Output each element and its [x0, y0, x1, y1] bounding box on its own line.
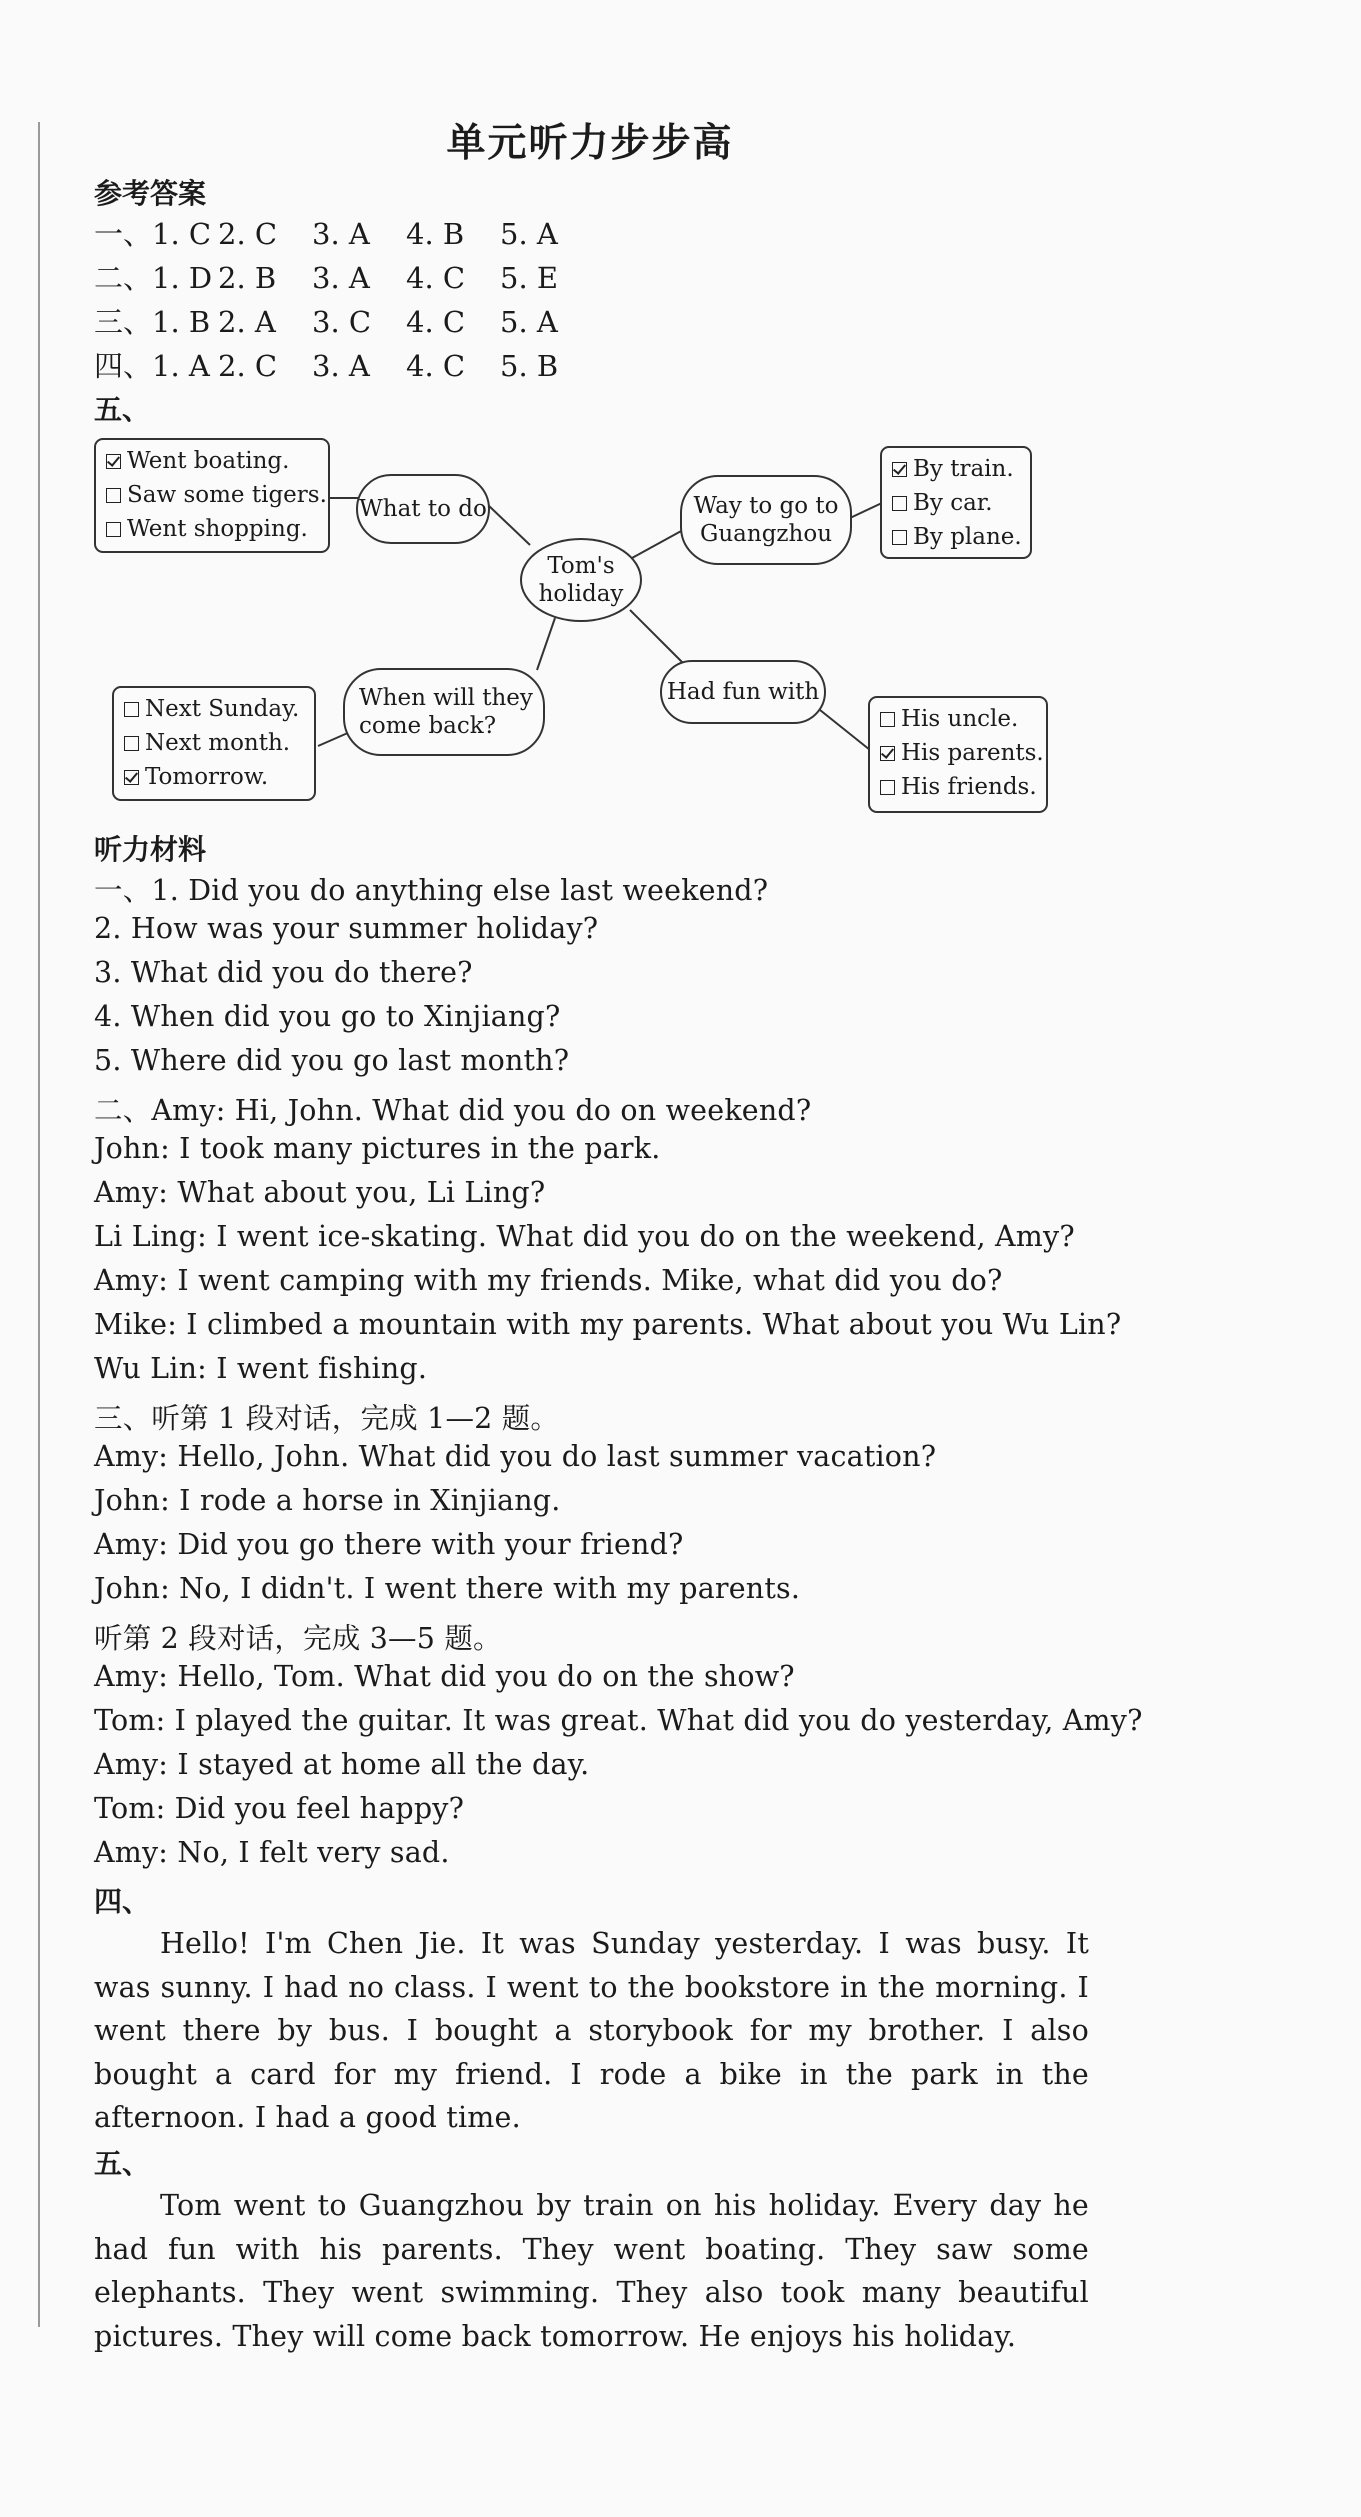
answer-item: 2. A — [218, 305, 276, 339]
answer-item: 2. B — [218, 261, 277, 295]
answer-item: 4. C — [406, 261, 466, 295]
material-line: 一、1. Did you do anything else last weekend? — [94, 874, 769, 907]
answer-item: 1. D — [152, 261, 213, 295]
option-saw-tigers — [106, 478, 327, 512]
answer-item: 5. E — [500, 261, 559, 295]
checked-box-icon — [880, 746, 895, 761]
empty-box-icon — [124, 702, 139, 717]
checked-box-icon — [892, 462, 907, 477]
material-line: John: I took many pictures in the park. — [94, 1132, 661, 1165]
section-four-passage: Hello! I'm Chen Jie. It was Sunday yesterday. I was busy. It was sunny. I had no class. I went to the bookstore in the morning. I went there by bus. I bought a storybook for my brother. I also bought a card for my friend. I rode a bike in the park in the afternoon. I had a good time. — [94, 1927, 1089, 2134]
option-label: Saw some tigers. — [127, 482, 327, 508]
center-label-line1: Tom's — [547, 553, 615, 579]
what-to-do-options — [94, 438, 330, 553]
empty-box-icon — [892, 496, 907, 511]
material-line: 二、Amy: Hi, John. What did you do on weekend? — [94, 1094, 812, 1127]
material-line: 4. When did you go to Xinjiang? — [94, 1000, 561, 1033]
material-line: Amy: Did you go there with your friend? — [94, 1528, 684, 1561]
material-line: Tom: Did you feel happy? — [94, 1792, 465, 1825]
section-four-label: 四、 — [94, 1885, 151, 1918]
checked-box-icon — [106, 454, 121, 469]
bubble-label-line2: come back? — [359, 713, 497, 739]
material-line: Amy: No, I felt very sad. — [94, 1836, 450, 1869]
bubble-label-line1: When will they — [359, 685, 533, 711]
section-five-passage: Tom went to Guangzhou by train on his holiday. Every day he had fun with his parents. They went boating. They saw some elephants. They went swimming. They also took many beautiful pictures. They will come back tomorrow. He enjoys his holiday. — [94, 2189, 1089, 2353]
option-label: By car. — [913, 490, 993, 516]
had-fun-with-bubble — [660, 660, 826, 724]
option-his-parents — [880, 736, 1044, 770]
answer-item: 4. B — [406, 217, 465, 251]
answer-item: 3. C — [312, 305, 372, 339]
material-line: Amy: Hello, John. What did you do last summer vacation? — [94, 1440, 937, 1473]
option-label: His parents. — [901, 740, 1044, 766]
answer-item: 4. C — [406, 349, 466, 383]
material-line: Amy: What about you, Li Ling? — [94, 1176, 546, 1209]
material-line: 三、听第 1 段对话，完成 1—2 题。 — [94, 1402, 560, 1435]
material-line: Mike: I climbed a mountain with my parents. What about you Wu Lin? — [94, 1308, 1122, 1341]
materials-heading: 听力材料 — [94, 833, 207, 866]
material-line: 3. What did you do there? — [94, 956, 473, 989]
empty-box-icon — [106, 488, 121, 503]
way-to-go-bubble — [680, 475, 852, 565]
answer-item: 1. C — [152, 217, 212, 251]
empty-box-icon — [106, 522, 121, 537]
section-five-label: 五、 — [94, 393, 151, 426]
page-title: 单元听力步步高 — [446, 121, 734, 166]
material-line: Li Ling: I went ice-skating. What did you do on the weekend, Amy? — [94, 1220, 1075, 1253]
answer-item: 3. A — [312, 217, 370, 251]
what-to-do-bubble — [356, 474, 490, 544]
option-label: His friends. — [901, 774, 1037, 800]
material-line: Wu Lin: I went fishing. — [94, 1352, 428, 1385]
option-label: His uncle. — [901, 706, 1019, 732]
empty-box-icon — [880, 780, 895, 795]
option-tomorrow — [124, 760, 304, 794]
option-went-boating — [106, 444, 318, 478]
answer-item: 5. B — [500, 349, 559, 383]
option-his-friends — [880, 770, 1036, 804]
answer-item: 2. C — [218, 217, 278, 251]
material-line: Amy: Hello, Tom. What did you do on the show? — [94, 1660, 795, 1693]
answer-item: 4. C — [406, 305, 466, 339]
answer-row-label: 一、 — [94, 217, 153, 251]
toms-holiday-bubble — [520, 538, 642, 622]
material-line: Amy: I went camping with my friends. Mike, what did you do? — [94, 1264, 1003, 1297]
option-by-train — [892, 452, 1020, 486]
material-line: 5. Where did you go last month? — [94, 1044, 570, 1077]
answer-row-label: 二、 — [94, 261, 153, 295]
empty-box-icon — [124, 736, 139, 751]
bubble-label-line1: Way to go to — [693, 493, 839, 519]
answer-item: 1. A — [152, 349, 210, 383]
when-come-back-options — [112, 686, 316, 801]
answer-item: 5. A — [500, 305, 558, 339]
answer-item: 3. A — [312, 261, 370, 295]
option-label: Tomorrow. — [145, 764, 269, 790]
option-went-shopping — [106, 512, 318, 546]
section-five-material-label: 五、 — [94, 2147, 151, 2180]
answer-row-label: 三、 — [94, 305, 153, 339]
option-his-uncle — [880, 702, 1036, 736]
answer-item: 2. C — [218, 349, 278, 383]
had-fun-with-options — [868, 696, 1048, 813]
option-label: Next month. — [145, 730, 291, 756]
option-label: Went shopping. — [127, 516, 308, 542]
bubble-label: Had fun with — [666, 679, 820, 705]
empty-box-icon — [880, 712, 895, 727]
option-by-car — [892, 486, 1020, 520]
way-to-go-options — [880, 446, 1032, 559]
answers-heading: 参考答案 — [94, 177, 207, 210]
answer-row-label: 四、 — [94, 349, 153, 383]
option-label: Went boating. — [127, 448, 290, 474]
option-label: Next Sunday. — [145, 696, 300, 722]
option-next-month — [124, 726, 304, 760]
material-line: Tom: I played the guitar. It was great. What did you do yesterday, Amy? — [94, 1704, 1143, 1737]
material-line: John: No, I didn't. I went there with my parents. — [94, 1572, 801, 1605]
bubble-label-line2: Guangzhou — [699, 521, 833, 547]
material-line: John: I rode a horse in Xinjiang. — [94, 1484, 561, 1517]
material-line: Amy: I stayed at home all the day. — [94, 1748, 590, 1781]
empty-box-icon — [892, 530, 907, 545]
answer-item: 5. A — [500, 217, 558, 251]
option-label: By train. — [913, 456, 1014, 482]
bubble-label: What to do — [359, 496, 487, 522]
option-label: By plane. — [913, 524, 1022, 550]
material-line: 2. How was your summer holiday? — [94, 912, 599, 945]
option-by-plane — [892, 520, 1020, 554]
option-next-sunday — [124, 692, 304, 726]
material-line: 听第 2 段对话，完成 3—5 题。 — [94, 1622, 502, 1655]
answer-item: 3. A — [312, 349, 370, 383]
center-label-line2: holiday — [538, 581, 624, 607]
when-come-back-bubble — [343, 668, 545, 756]
checked-box-icon — [124, 770, 139, 785]
answer-item: 1. B — [152, 305, 211, 339]
